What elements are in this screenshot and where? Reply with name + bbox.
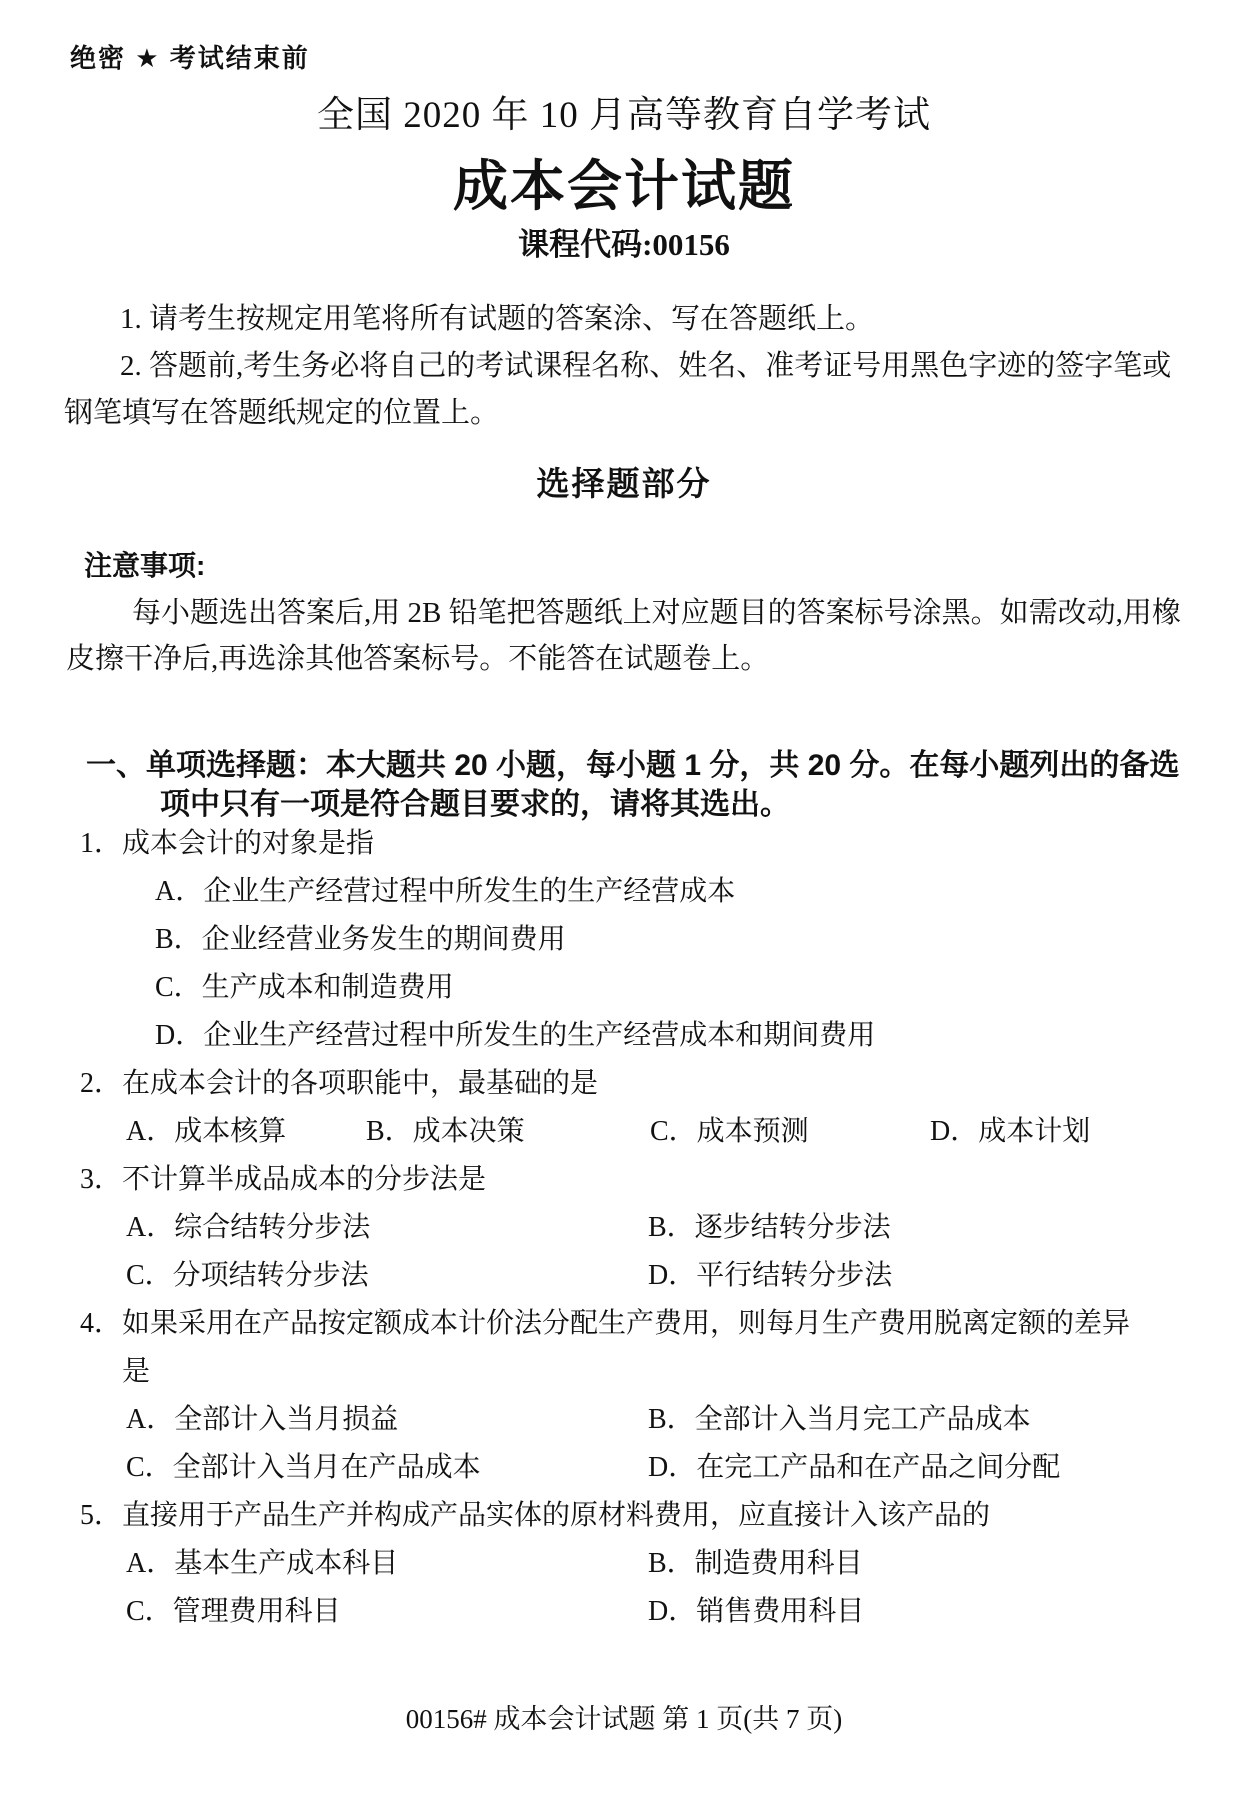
question-2-option-row	[70, 1108, 1145, 1156]
question-2-option-a: A．成本核算	[126, 1116, 287, 1147]
question-3-stem: 3．不计算半成品成本的分步法是	[80, 1164, 487, 1195]
question-5-option-row-2	[70, 1588, 1145, 1636]
question-3-option-d: D．平行结转分步法	[648, 1260, 893, 1291]
question-3-option-row-2	[70, 1252, 1145, 1300]
notice-heading: 注意事项:	[84, 550, 206, 581]
question-2-option-d: D．成本计划	[930, 1116, 1091, 1147]
question-2-option-b: B．成本决策	[366, 1116, 525, 1147]
question-5-stem: 5．直接用于产品生产并构成产品实体的原材料费用，应直接计入该产品的	[80, 1500, 991, 1531]
question-3-option-row-1	[70, 1204, 1145, 1252]
question-2-option-c: C．成本预测	[650, 1116, 809, 1147]
question-2-stem: 2．在成本会计的各项职能中，最基础的是	[80, 1068, 599, 1099]
notice-text: 每小题选出答案后,用 2B 铅笔把答题纸上对应题目的答案标号涂黑。如需改动,用橡皮擦干净后,再选涂其他答案标号。不能答在试题卷上。	[66, 597, 1181, 675]
general-instruction-2: 2. 答题前,考生务必将自己的考试课程名称、姓名、准考证号用黑色字迹的签字笔或钢笔填写在答题纸规定的位置上。	[64, 350, 1172, 429]
question-3-option-b: B．逐步结转分步法	[648, 1212, 891, 1243]
question-3-option-a: A．综合结转分步法	[126, 1212, 371, 1243]
question-1-option-c: C．生产成本和制造费用	[155, 972, 454, 1003]
question-list	[70, 820, 1145, 1636]
question-4-option-row-1	[70, 1396, 1145, 1444]
general-instructions	[64, 296, 1189, 437]
question-1-option-b: B．企业经营业务发生的期间费用	[155, 924, 566, 955]
general-instruction-1: 1. 请考生按规定用笔将所有试题的答案涂、写在答题纸上。	[120, 303, 875, 335]
question-5-option-row-1	[70, 1540, 1145, 1588]
secrecy-notice: 绝密 ★ 考试结束前	[70, 43, 310, 73]
section-title: 选择题部分	[536, 465, 712, 502]
part-one-heading: 一、单项选择题：本大题共 20 小题，每小题 1 分，共 20 分。在每小题列出的备选项中只有一项是符合题目要求的，请将其选出。	[86, 749, 1180, 821]
question-4-option-b: B．全部计入当月完工产品成本	[648, 1404, 1031, 1435]
question-4-stem: 4．如果采用在产品按定额成本计价法分配生产费用，则每月生产费用脱离定额的差异是	[80, 1308, 1131, 1387]
question-1-option-d: D．企业生产经营过程中所发生的生产经营成本和期间费用	[155, 1020, 876, 1051]
exam-title: 全国 2020 年 10 月高等教育自学考试	[317, 95, 931, 136]
question-3-option-c: C．分项结转分步法	[126, 1260, 369, 1291]
question-5-option-c: C．管理费用科目	[126, 1596, 341, 1627]
page-footer: 00156# 成本会计试题 第 1 页(共 7 页)	[405, 1704, 843, 1734]
question-5-option-a: A．基本生产成本科目	[126, 1548, 399, 1579]
question-5-option-d: D．销售费用科目	[648, 1596, 865, 1627]
question-4-option-row-2	[70, 1444, 1145, 1492]
question-4-option-a: A．全部计入当月损益	[126, 1404, 399, 1435]
question-1-option-a: A．企业生产经营过程中所发生的生产经营成本	[155, 876, 736, 907]
question-1-stem: 1．成本会计的对象是指	[80, 828, 375, 859]
question-4-option-c: C．全部计入当月在产品成本	[126, 1452, 481, 1483]
paper-title: 成本会计试题	[452, 156, 795, 217]
question-5-option-b: B．制造费用科目	[648, 1548, 863, 1579]
course-code: 课程代码:00156	[518, 227, 730, 262]
question-4-option-d: D．在完工产品和在产品之间分配	[648, 1452, 1061, 1483]
